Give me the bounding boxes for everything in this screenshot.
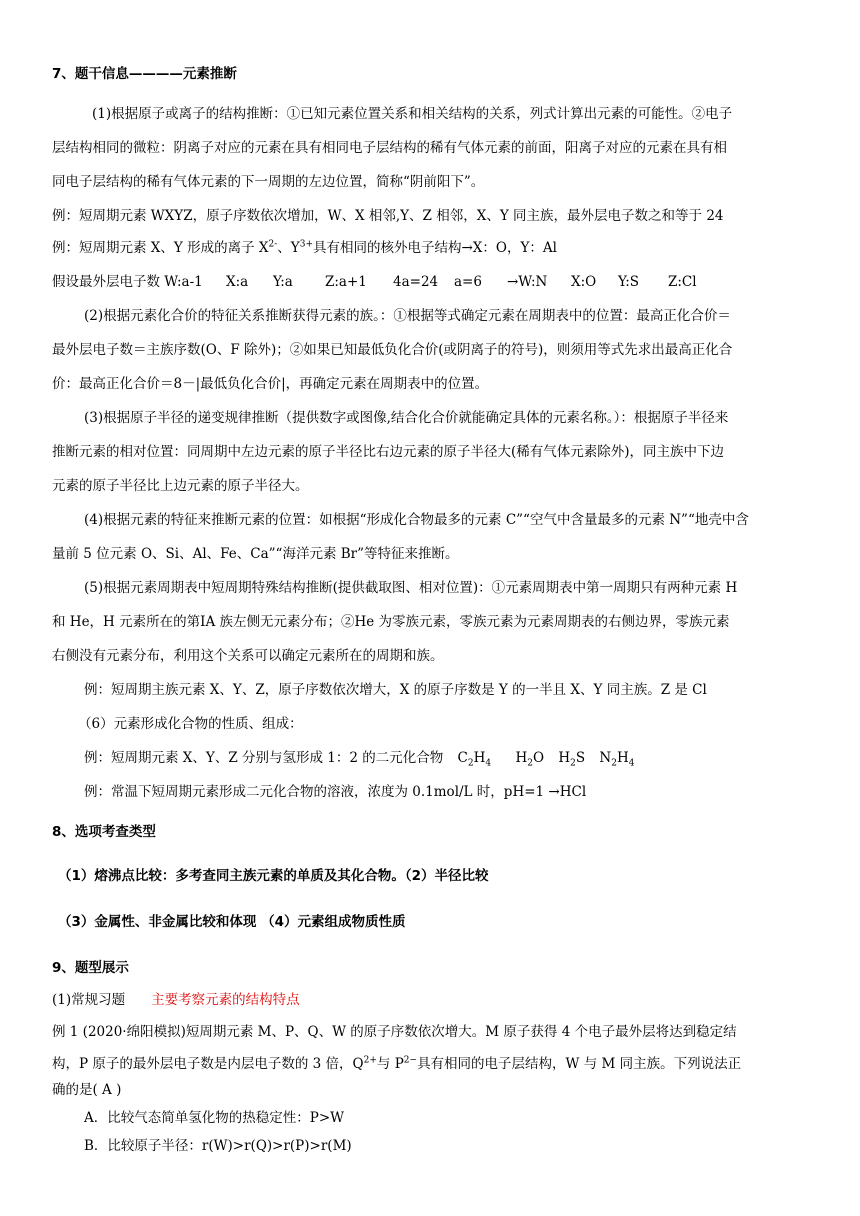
p2-line1: (2)根据元素化合价的特征关系推断获得元素的族。：①根据等式确定元素在周期表中的位置：最高正化合价＝ — [84, 308, 731, 324]
subheading-regular-exercise — [52, 990, 300, 1010]
example-2-sup2: 3+ — [299, 239, 313, 250]
section-8-title: 8、选项考查类型 — [52, 824, 156, 840]
assume-sum: 4a=24 — [393, 274, 439, 290]
section-8-line2: （3）金属性、非金属比较和体现 （4）元素组成物质性质 — [58, 914, 406, 930]
formula-h2s: $H_2S$ — [558, 750, 586, 769]
assume-y: Y:a — [273, 274, 293, 290]
formula-h2o: $H_2O$ — [515, 750, 545, 769]
p5-line2: 和 He，H 元素所在的第ⅠA 族左侧无元素分布；②He 为零族元素，零族元素为元素周期表的右侧边界，零族元素 — [52, 614, 730, 630]
example-2-b: 、Y — [277, 240, 300, 256]
assume-z: Z:a+1 — [325, 274, 367, 290]
p1-line1: (1)根据原子或离子的结构推断：①已知元素位置关系和相关结构的关系，列式计算出元素的可能性。②电子 — [92, 106, 733, 122]
question-1-line3: 确的是( A ) — [52, 1082, 122, 1098]
p5-line1: (5)根据元素周期表中短周期特殊结构推断(提供截取图、相对位置)：①元素周期表中第一周期只有两种元素 H — [84, 580, 738, 596]
option-b: B．比较原子半径：r(W)>r(Q)>r(P)>r(M) — [84, 1138, 352, 1154]
assume-a: a=6 — [454, 274, 482, 290]
example-4-a: 例：短周期元素 X、Y、Z 分别与氢形成 1：2 的二元化合物 — [84, 750, 444, 766]
p2-line3: 价：最高正化合价＝8－|最低负化合价|，再确定元素在周期表中的位置。 — [52, 376, 489, 392]
question-1-line2: 构，P 原子的最外层电子数是内层电子数的 3 倍，$Q^{2+}$与 $P^{2-}$具有相同的电子层结构，W 与 M 同主族。下列说法正 — [52, 1055, 742, 1072]
subheading-label: (1)常规习题 — [52, 992, 126, 1008]
formula-n2h4: $N_2H_4$ — [599, 750, 635, 769]
assume-zcl: Z:Cl — [668, 274, 697, 290]
formula-c2h4: $C_2H_4$ — [457, 750, 492, 769]
assume-w: 假设最外层电子数 W:a-1 — [52, 274, 203, 290]
p1-line2: 层结构相同的微粒：阴离子对应的元素在具有相同电子层结构的稀有气体元素的前面，阳离子对应的元素在具有相 — [52, 140, 727, 156]
p3-line1: (3)根据原子半径的递变规律推断（提供数字或图像,结合化合价就能确定具体的元素名称。）：根据原子半径来 — [84, 410, 729, 426]
example-2-c: 具有相同的核外电子结构→X：O，Y：Al — [313, 240, 557, 256]
example-5: 例：常温下短周期元素形成二元化合物的溶液，浓度为 0.1mol/L 时，pH=1 →HCl — [84, 784, 587, 800]
p2-line2: 最外层电子数＝主族序数(O、F 除外)；②如果已知最低负化合价(或阴离子的符号)，则须用等式先求出最高正化合 — [52, 342, 733, 358]
p1-line3: 同电子层结构的稀有气体元素的下一周期的左边位置，简称“阴前阳下”。 — [52, 174, 485, 190]
assume-x: X:a — [226, 274, 249, 290]
section-7-title: 7、题干信息————元素推断 — [52, 66, 237, 82]
p5-line3: 右侧没有元素分布，利用这个关系可以确定元素所在的周期和族。 — [52, 648, 444, 664]
p4-line2: 量前 5 位元素 O、Si、Al、Fe、Ca”“海洋元素 Br”等特征来推断。 — [52, 546, 459, 562]
assumption-line — [52, 272, 697, 292]
p3-line2: 推断元素的相对位置：同周期中左边元素的原子半径比右边元素的原子半径大(稀有气体元素除外)，同主族中下边 — [52, 444, 725, 460]
section-9-title: 9、题型展示 — [52, 960, 129, 976]
subheading-focus: 主要考察元素的结构特点 — [151, 992, 300, 1008]
assume-wn: →W:N — [507, 274, 548, 290]
section-8-line1: （1）熔沸点比较：多考查同主族元素的单质及其化合物。（2）半径比较 — [58, 868, 489, 884]
example-2 — [52, 238, 557, 258]
assume-ys: Y:S — [618, 274, 640, 290]
example-4 — [84, 748, 634, 768]
option-a: A．比较气态简单氢化物的热稳定性：P>W — [84, 1110, 345, 1126]
assume-xo: X:O — [571, 274, 597, 290]
example-2-sup1: 2- — [268, 239, 278, 250]
example-3: 例：短周期主族元素 X、Y、Z，原子序数依次增大，X 的原子序数是 Y 的一半且 X、Y 同主族。Z 是 Cl — [84, 682, 707, 698]
example-2-a: 例：短周期元素 X、Y 形成的离子 X — [52, 240, 269, 256]
p4-line1: (4)根据元素的特征来推断元素的位置：如根据“形成化合物最多的元素 C”“空气中含量最多的元素 N”“地壳中含 — [84, 512, 749, 528]
example-1: 例：短周期元素 WXYZ，原子序数依次增加，W、X 相邻,Y、Z 相邻，X、Y 同主族，最外层电子数之和等于 24 — [52, 208, 724, 224]
question-1-line1: 例 1 (2020·绵阳模拟)短周期元素 M、P、Q、W 的原子序数依次增大。M 原子获得 4 个电子最外层将达到稳定结 — [52, 1024, 737, 1040]
p6-heading: （6）元素形成化合物的性质、组成： — [78, 716, 303, 732]
p3-line3: 元素的原子半径比上边元素的原子半径大。 — [52, 478, 309, 494]
